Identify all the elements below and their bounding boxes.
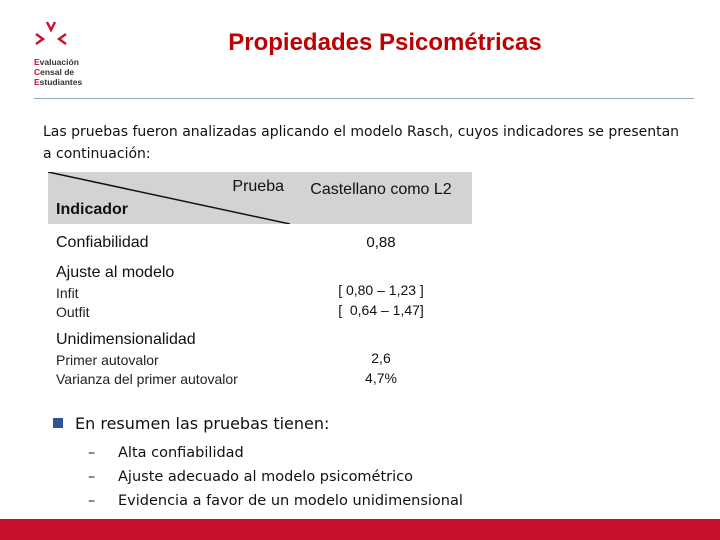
list-item bbox=[88, 465, 463, 489]
summary-heading-text: En resumen las pruebas tienen: bbox=[75, 414, 330, 433]
indicators-table bbox=[48, 172, 472, 391]
logo-wordmark: Evaluación Censal de Estudiantes bbox=[34, 57, 83, 87]
dash-bullet: – bbox=[88, 445, 96, 461]
footer-bar bbox=[0, 519, 720, 540]
intro-paragraph: Las pruebas fueron analizadas aplicando el modelo Rasch, cuyos indicadores se presentan a continuación: bbox=[43, 124, 680, 162]
header-prueba: Prueba bbox=[232, 178, 284, 195]
unidim-varianza-value: 4,7% bbox=[365, 370, 397, 386]
ajuste-outfit-value: [ 0,64 – 1,47] bbox=[338, 302, 424, 318]
unidim-sub-varianza: Varianza del primer autovalor bbox=[56, 371, 238, 387]
row-label: Confiabilidad bbox=[56, 234, 149, 251]
list-item-text: Ajuste adecuado al modelo psicométrico bbox=[118, 469, 413, 485]
unidim-sub-autovalor: Primer autovalor bbox=[56, 352, 159, 368]
ajuste-infit-value: [ 0,80 – 1,23 ] bbox=[338, 282, 424, 298]
ajuste-sub-outfit: Outfit bbox=[56, 304, 90, 320]
title-divider bbox=[34, 98, 694, 99]
page-title: Propiedades Psicométricas bbox=[228, 29, 542, 56]
table-column-header bbox=[290, 172, 472, 224]
section-ajuste-title: Ajuste al modelo bbox=[56, 264, 175, 281]
list-item bbox=[88, 441, 463, 465]
list-item-text: Evidencia a favor de un modelo unidimensional bbox=[118, 493, 463, 509]
row-value: 0,88 bbox=[366, 234, 396, 251]
unidim-autovalor-value: 2,6 bbox=[371, 350, 391, 366]
header-indicador: Indicador bbox=[56, 201, 129, 218]
dash-bullet: – bbox=[88, 493, 96, 509]
dash-bullet: – bbox=[88, 469, 96, 485]
square-bullet-icon bbox=[53, 418, 63, 428]
section-unidim-title: Unidimensionalidad bbox=[56, 331, 196, 348]
header-castellano: Castellano como L2 bbox=[310, 181, 452, 198]
ajuste-sub-infit: Infit bbox=[56, 285, 79, 301]
summary-heading bbox=[53, 414, 329, 433]
table-corner-header bbox=[48, 172, 290, 224]
table-row-confiabilidad bbox=[48, 224, 472, 260]
list-item-text: Alta confiabilidad bbox=[118, 445, 244, 461]
list-item bbox=[88, 489, 463, 513]
summary-list bbox=[88, 441, 463, 513]
